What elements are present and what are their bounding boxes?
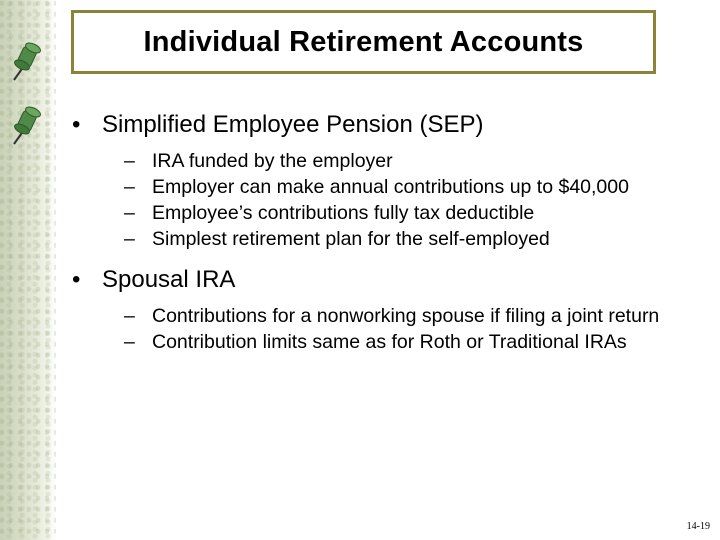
sub-item-text: Contribution limits same as for Roth or Traditional IRAs [152, 331, 627, 353]
bullet-item [72, 110, 692, 140]
sub-item [124, 228, 692, 251]
sub-item-text: Contributions for a nonworking spouse if filing a joint return [152, 305, 660, 327]
slide-body [72, 110, 692, 368]
sub-item-text: IRA funded by the employer [152, 150, 393, 172]
dash-mark: – [124, 202, 135, 224]
sub-item [124, 331, 692, 354]
bullet-group [72, 265, 692, 354]
bullet-mark: • [72, 111, 81, 138]
slide-title: Individual Retirement Accounts [143, 25, 584, 58]
pushpin-icon [6, 104, 46, 148]
sub-item [124, 150, 692, 173]
sub-item [124, 305, 692, 328]
sub-item-text: Employer can make annual contributions up to $40,000 [152, 176, 629, 198]
title-box [71, 10, 656, 74]
sub-item-text: Employee’s contributions fully tax deductible [152, 202, 535, 224]
dash-mark: – [124, 176, 135, 198]
slide-number: 14-19 [686, 521, 710, 532]
bullet-text: Spousal IRA [102, 266, 236, 293]
sub-item-text: Simplest retirement plan for the self-employed [152, 228, 550, 250]
dash-mark: – [124, 150, 135, 172]
dash-mark: – [124, 228, 135, 250]
dash-mark: – [124, 331, 135, 353]
bullet-group [72, 110, 692, 251]
bullet-text: Simplified Employee Pension (SEP) [102, 111, 484, 138]
dash-mark: – [124, 305, 135, 327]
sub-item [124, 176, 692, 199]
bullet-item [72, 265, 692, 295]
bullet-mark: • [72, 266, 81, 293]
sub-item [124, 202, 692, 225]
pushpin-icon [6, 40, 46, 84]
